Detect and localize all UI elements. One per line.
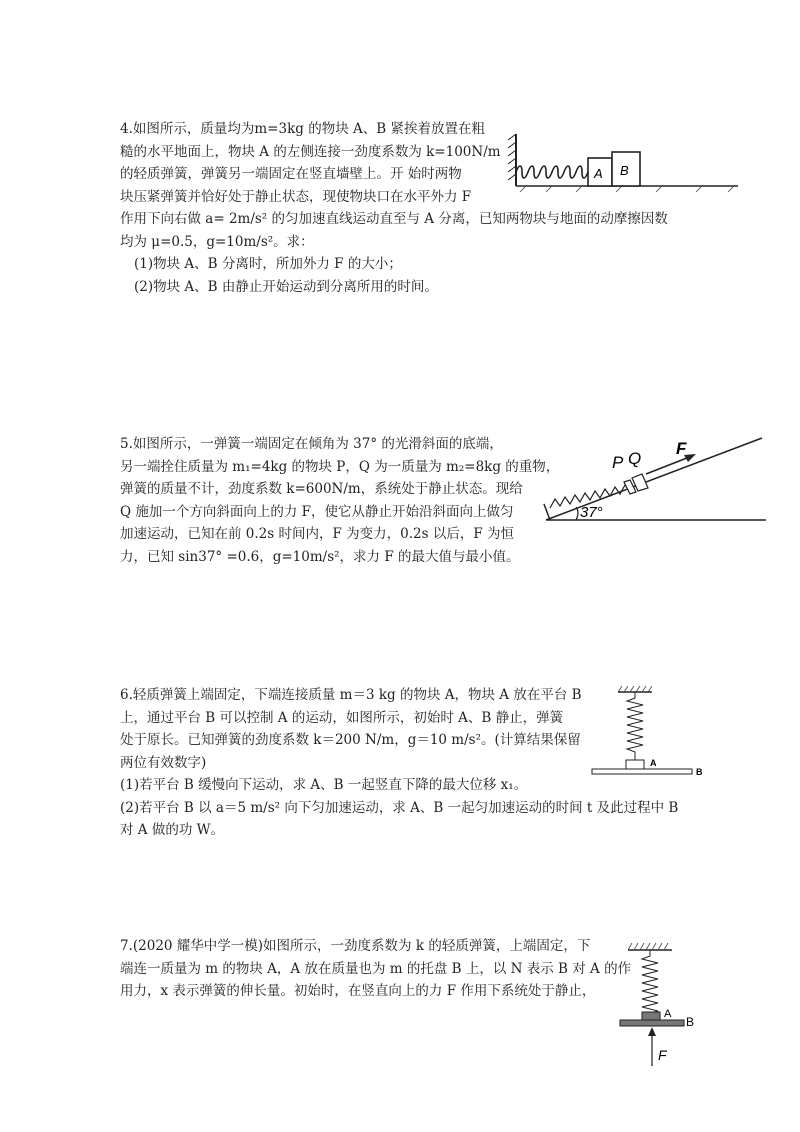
- tray-b: [620, 1020, 684, 1026]
- platform-b: [592, 769, 692, 774]
- label-a: A: [664, 1008, 672, 1020]
- q4-line: 糙的水平地面上，物块 A 的左侧连接一劲度系数为 k=100N/m: [120, 143, 501, 160]
- q6-figure: [588, 682, 708, 778]
- q4-line: 4.如图所示，质量均为m=3kg 的物块 A、B 紧挨着放置在粗: [120, 121, 485, 137]
- label-b: B: [686, 1015, 695, 1029]
- q5-line: Q 施加一个方向斜面向上的力 F，使它从静止开始沿斜面向上做匀: [120, 503, 514, 520]
- q4-line: 作用下向右做 a= 2m/s² 的匀加速直线运动直至与 A 分离，已知两物块与地面的动摩擦因数: [120, 211, 668, 227]
- block-a: [642, 1012, 660, 1020]
- label-p: P: [612, 453, 624, 472]
- q5-line: 另一端拴住质量为 m₁=4kg 的物块 P，Q 为一质量为 m₂=8kg 的重物，: [120, 458, 560, 475]
- q6-line: 处于原长。已知弹簧的劲度系数 k＝200 N/m，g＝10 m/s²。(计算结果保留: [120, 732, 581, 748]
- label-f: F: [676, 439, 687, 458]
- q4-sub1: (1)物块 A、B 分离时，所加外力 F 的大小；: [134, 256, 402, 272]
- q6-line: 6.轻质弹簧上端固定，下端连接质量 m＝3 kg 的物块 A，物块 A 放在平台 B: [120, 687, 582, 703]
- label-b: B: [620, 163, 629, 178]
- question-5: [120, 433, 559, 568]
- q5-figure: [540, 432, 770, 524]
- q4-line: 块压紧弹簧并恰好处于静止状态，现使物块口在水平外力 F: [120, 188, 472, 205]
- label-b: B: [696, 767, 703, 777]
- q5-line: 弹簧的质量不计，劲度系数 k=600N/m，系统处于静止状态。现给: [120, 481, 523, 497]
- q6-line: (2)若平台 B 以 a＝5 m/s² 向下匀加速运动，求 A、B 一起匀加速运动的时间 t 及此过程中 B: [120, 799, 679, 816]
- label-a: A: [594, 166, 603, 181]
- q4-line: 的轻质弹簧，弹簧另一端固定在竖直墙壁上。开 始时两物: [120, 166, 462, 182]
- q7-line: 7.(2020 耀华中学一模)如图所示，一劲度系数为 k 的轻质弹簧，上端固定，下: [120, 938, 591, 954]
- q7-figure: [612, 938, 708, 1070]
- label-f: F: [658, 1047, 667, 1063]
- angle-label: 37°: [580, 504, 603, 521]
- q7-line: 用力，x 表示弹簧的伸长量。初始时，在竖直向上的力 F 作用下系统处于静止，: [120, 983, 596, 999]
- block-a: [626, 760, 644, 769]
- label-q: Q: [628, 449, 642, 468]
- q6-line: 上，通过平台 B 可以控制 A 的运动，如图所示，初始时 A、B 静止，弹簧: [120, 709, 564, 726]
- q4-sub2: (2)物块 A、B 由静止开始运动到分离所用的时间。: [134, 278, 438, 295]
- q6-line: (1)若平台 B 缓慢向下运动，求 A、B 一起竖直下降的最大位移 x₁。: [120, 777, 528, 793]
- q6-line: 两位有效数字): [120, 754, 207, 771]
- q4-figure: [506, 130, 742, 194]
- q5-line: 加速运动，已知在前 0.2s 时间内，F 为变力，0.2s 以后，F 为恒: [120, 526, 514, 542]
- label-a: A: [650, 758, 657, 768]
- q4-line: 均为 μ=0.5，g=10m/s²。求：: [120, 233, 314, 250]
- q7-line: 端连一质量为 m 的物块 A，A 放在质量也为 m 的托盘 B 上，以 N 表示 B 对 A 的作: [120, 960, 632, 977]
- question-7: [120, 935, 631, 1003]
- q5-line: 力，已知 sin37° =0.6，g=10m/s²，求力 F 的最大值与最小值。: [120, 548, 520, 565]
- q5-line: 5.如图所示，一弹簧一端固定在倾角为 37° 的光滑斜面的底端，: [120, 436, 503, 452]
- q6-line: 对 A 做的功 W。: [120, 822, 224, 838]
